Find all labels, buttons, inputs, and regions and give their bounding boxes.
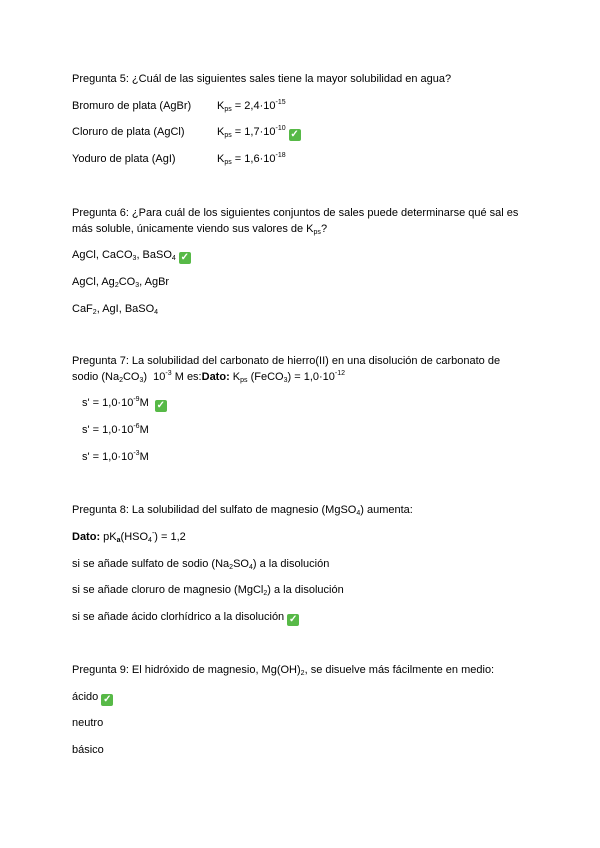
- q9-option-2: neutro: [72, 717, 104, 729]
- check-mark-icon: ✓: [180, 252, 189, 263]
- q6-option-1: AgCl, CaCO$_3$, BaSO$_4$ ✓: [72, 249, 189, 263]
- check-mark-icon: ✓: [290, 129, 299, 140]
- q6-option-3: CaF$_2$, AgI, BaSO$_4$: [72, 303, 159, 316]
- check-mark-icon: ✓: [103, 694, 112, 705]
- q8-option-2: si se añade cloruro de magnesio (MgCl$_2$) a la disolución: [72, 584, 344, 597]
- q5-option-agcl: Cloruro de plata (AgCl) $K_{ps}$ = $1,7\cdot 10^{-10}✓$: [72, 125, 299, 140]
- question-7-line2: sodio $(Na_2CO_3)$ $10^{-3}$ M es:Dato: $K_{ps}$ (FeCO$_3$) = $1,0\cdot 10^{-12}$: [72, 370, 346, 384]
- q8-option-1: si se añade sulfato de sodio $(Na_2SO_4)$ a la disolución: [72, 558, 330, 571]
- q8-option-3: si se añade ácido clorhídrico a la disolución ✓: [72, 611, 298, 625]
- q7-option-3: $s' = 1,0\cdot 10^{-3}M$: [82, 450, 149, 463]
- q6-option-2: AgCl, $Ag_2CO_3$, AgBr: [72, 276, 170, 289]
- q9-option-1: ácido ✓: [72, 691, 112, 705]
- question-5-text: Pregunta 5: ¿Cuál de las siguientes sales tiene la mayor solubilidad en agua?: [72, 73, 452, 85]
- q5-option-name: Cloruro de plata (AgCl): [72, 126, 185, 138]
- question-6-line1: Pregunta 6: ¿Para cuál de los siguientes conjuntos de sales puede determinarse qué sal es: [72, 207, 519, 219]
- q9-option-3: básico: [72, 744, 104, 756]
- question-9-text: Pregunta 9: El hidróxido de magnesio, $Mg(OH)_2$, se disuelve más fácilmente en medio:: [72, 664, 495, 677]
- q5-option-agi: Yoduro de plata (AgI) $K_{ps} = 1,6\cdot 10^{-18}$: [72, 152, 286, 166]
- check-mark-icon: ✓: [156, 400, 165, 411]
- question-8-text: Pregunta 8: La solubilidad del sulfato de magnesio (MgSO$_4$) aumenta:: [72, 504, 413, 517]
- question-6-line2: más soluble, únicamente viendo sus valores de $K_{ps}$?: [72, 223, 328, 236]
- q7-option-1: $s' = 1,0\cdot 10^{-9}M$ ✓: [82, 396, 165, 411]
- q7-option-2: $s' = 1,0\cdot 10^{-6}M$: [82, 423, 149, 436]
- q5-option-name: Bromuro de plata (AgBr): [72, 100, 192, 112]
- check-mark-icon: ✓: [288, 614, 298, 625]
- q8-dato: Dato: $pK_a(HSO_4^-) = 1,2$: [72, 530, 186, 544]
- q5-option-name: Yoduro de plata (AgI): [72, 153, 176, 165]
- q5-option-agbr: Bromuro de plata (AgBr) $K_{ps} = 2,4\cdot 10^{-15}$: [72, 99, 286, 113]
- question-7-line1: Pregunta 7: La solubilidad del carbonato de hierro(II) en una disolución de carbonato de: [72, 355, 501, 367]
